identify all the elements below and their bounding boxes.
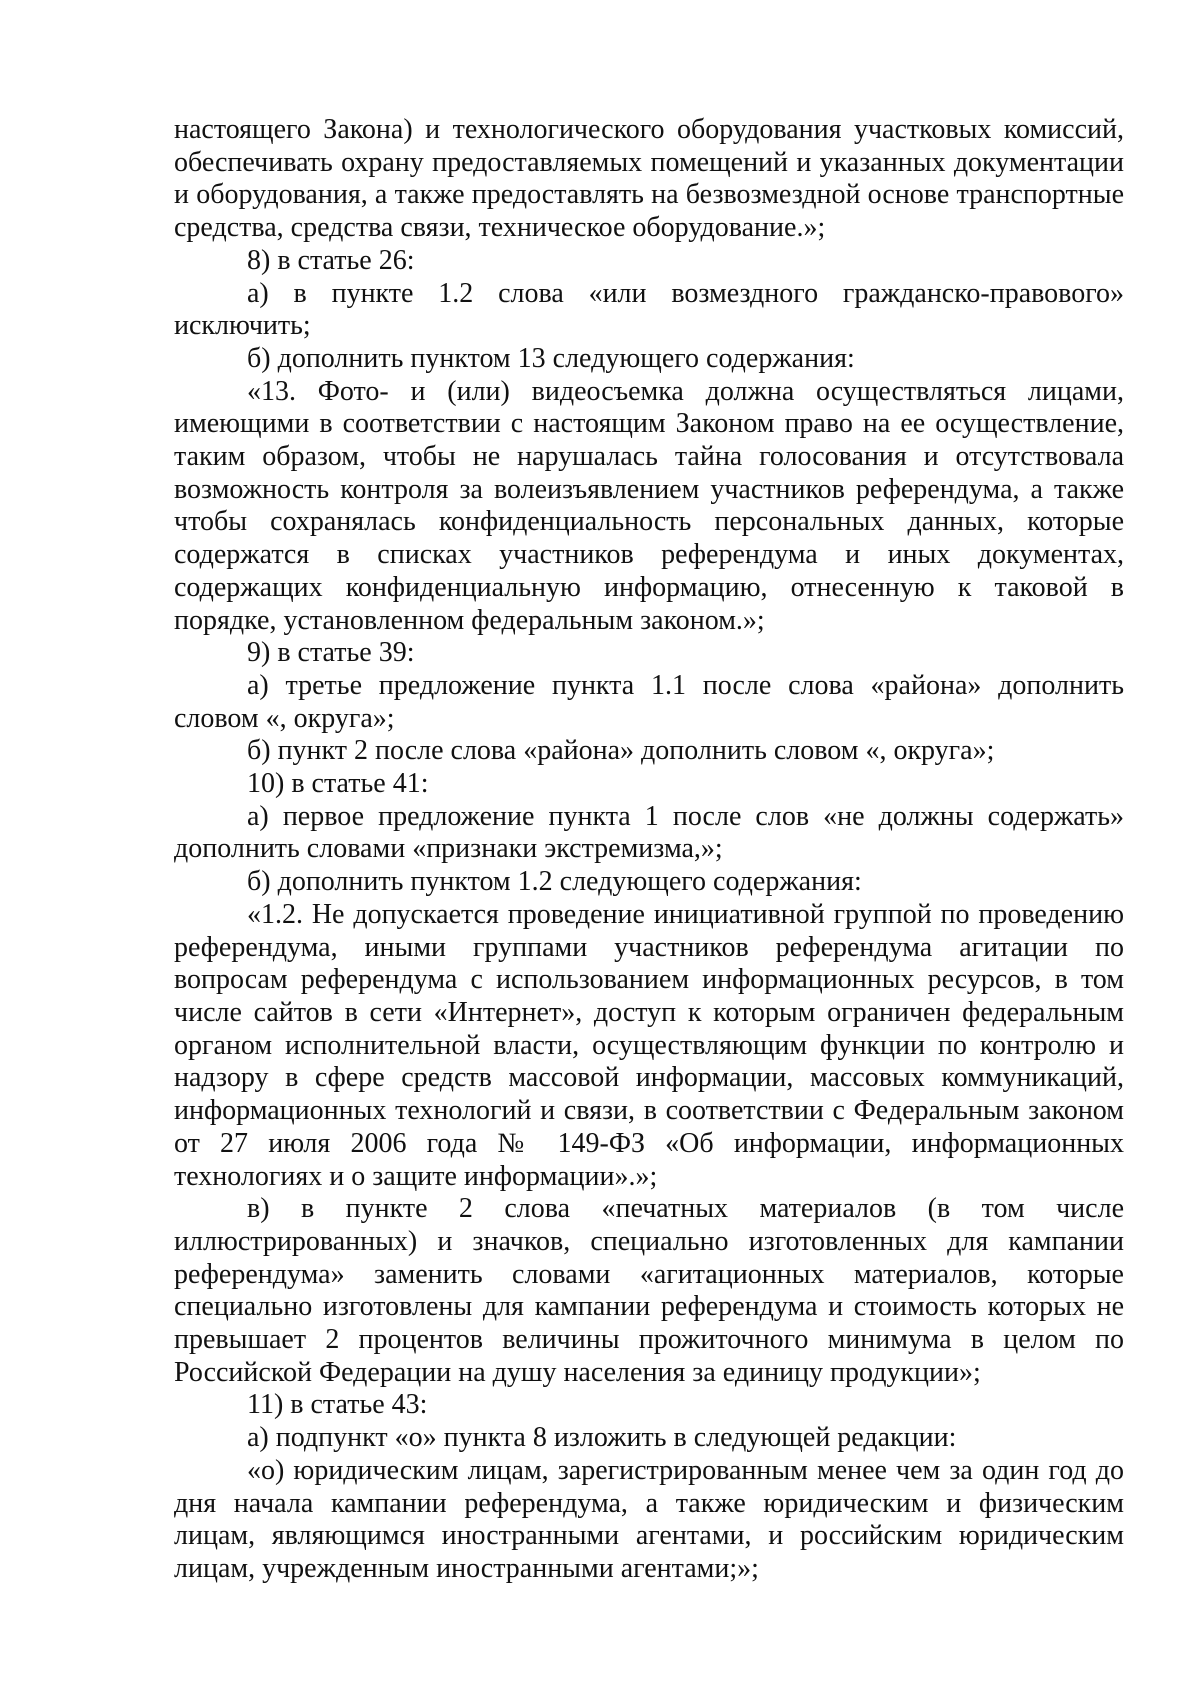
paragraph-item-11: 11) в статье 43: xyxy=(247,1389,428,1421)
paragraph-quote-o: «о) юридическим лицам, зарегистрированным менее чем за один год до дня начала кампании референдума, а также юридическим и физическим лицам, являющимся иностранными агентами, и российским юридическим лицам, учрежденным иностранными агентами;»; xyxy=(174,1454,1124,1584)
paragraph-continuation: настоящего Закона) и технологического оборудования участковых комиссий, обеспечивать охрану предоставляемых помещений и указанных документации и оборудования, а также предоставлять на безвозмездной основе транспортные средства, средства связи, техническое оборудование.»; xyxy=(174,114,1124,244)
paragraph-item-8a: а) в пункте 1.2 слова «или возмездного гражданско-правового» исключить; xyxy=(174,277,1124,342)
paragraph-item-8b: б) дополнить пунктом 13 следующего содержания: xyxy=(247,342,855,374)
paragraph-quote-13: «13. Фото- и (или) видеосъемка должна осуществляться лицами, имеющими в соответствии с настоящим Законом право на ее осуществление, таким образом, чтобы не нарушалась тайна голосования и отсутствовала возможность контроля за волеизъявлением участников референдума, а также чтобы сохранялась конфиденциальность персональных данных, которые содержатся в списках участников референдума и иных документах, содержащих конфиденциальную информацию, отнесенную к таковой в порядке, установленном федеральным законом.»; xyxy=(174,375,1124,636)
paragraph-item-9b: б) пункт 2 после слова «района» дополнить словом «, округа»; xyxy=(247,735,995,767)
paragraph-item-9: 9) в статье 39: xyxy=(247,637,415,669)
paragraph-item-8: 8) в статье 26: xyxy=(247,244,415,276)
paragraph-item-10v: в) в пункте 2 слова «печатных материалов (в том числе иллюстрированных) и значков, специально изготовленных для кампании референдума» заменить словами «агитационных материалов, которые специально изготовлены для кампании референдума и стоимость которых не превышает 2 процентов величины прожиточного минимума в целом по Российской Федерации на душу населения за единицу продукции»; xyxy=(174,1193,1124,1388)
paragraph-quote-1-2: «1.2. Не допускается проведение инициативной группой по проведению референдума, иными группами участников референдума агитации по вопросам референдума с использованием информационных ресурсов, в том числе сайтов в сети «Интернет», доступ к которым ограничен федеральным органом исполнительной власти, осуществляющим функции по контролю и надзору в сфере средств массовой информации, массовых коммуникаций, информационных технологий и связи, в соответствии с Федеральным законом от 27 июля 2006 года № 149-ФЗ «Об информации, информационных технологиях и о защите информации».»; xyxy=(174,898,1124,1192)
paragraph-item-10: 10) в статье 41: xyxy=(247,768,429,800)
paragraph-item-10b: б) дополнить пунктом 1.2 следующего содержания: xyxy=(247,866,862,898)
paragraph-item-10a: а) первое предложение пункта 1 после слов «не должны содержать» дополнить словами «признаки экстремизма,»; xyxy=(174,800,1124,865)
paragraph-item-9a: а) третье предложение пункта 1.1 после слова «района» дополнить словом «, округа»; xyxy=(174,669,1124,734)
paragraph-item-11a: а) подпункт «о» пункта 8 изложить в следующей редакции: xyxy=(247,1422,957,1454)
document-page xyxy=(174,114,1124,1586)
